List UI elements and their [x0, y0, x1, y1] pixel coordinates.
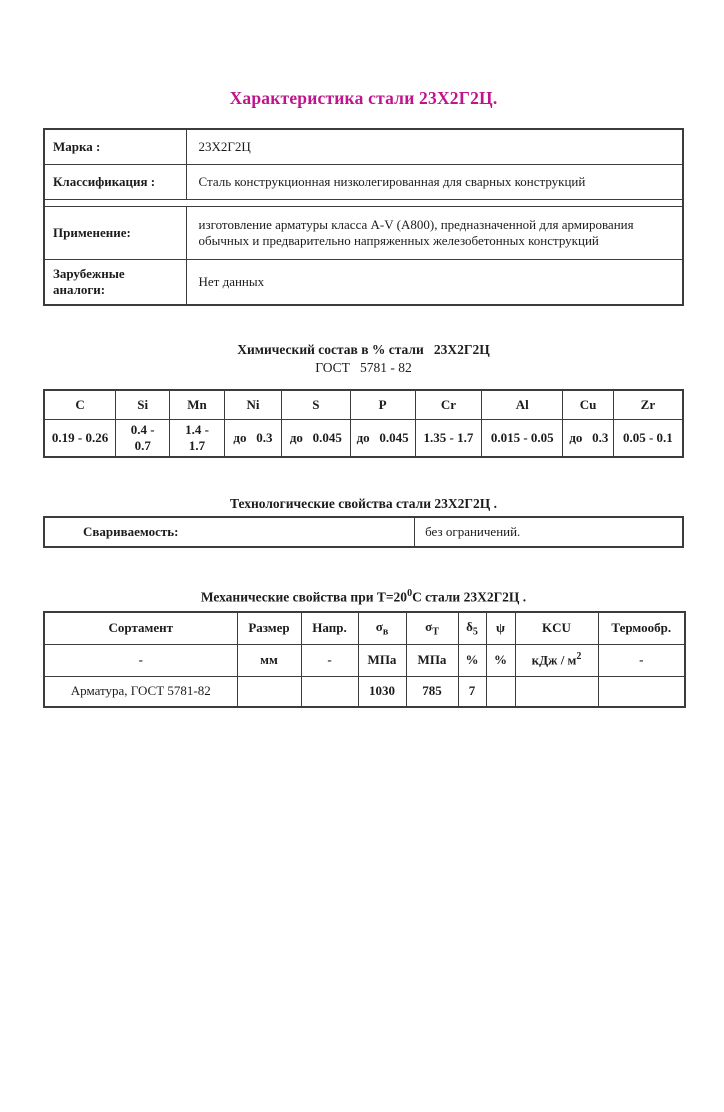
- mech-unit: МПа: [358, 644, 406, 676]
- mech-unit: МПа: [406, 644, 458, 676]
- technological-properties-table: [43, 516, 684, 548]
- mech-cell-napr: [301, 676, 358, 707]
- chem-element: P: [350, 390, 415, 420]
- mech-cell-delta-5: 7: [458, 676, 486, 707]
- mech-header-delta-5: $\delta_5$: [458, 612, 486, 645]
- info-label: Зарубежные аналоги:: [44, 260, 186, 306]
- chem-value: 0.4 - 0.7: [116, 420, 170, 458]
- mech-unit: мм: [237, 644, 301, 676]
- mech-heading-text: Механические свойства при Т=20: [200, 589, 408, 605]
- mech-heading-sup: 0: [407, 588, 413, 599]
- mech-cell-sigma-t: 785: [406, 676, 458, 707]
- chem-value: 0.19 - 0.26: [44, 420, 116, 458]
- tech-label: Свариваемость:: [44, 517, 415, 547]
- chem-element: Al: [482, 390, 563, 420]
- mech-cell-kcu: [515, 676, 598, 707]
- tech-section-heading: Технологические свойства стали 23Х2Г2Ц .: [230, 496, 497, 511]
- mech-unit: -: [598, 644, 685, 676]
- mech-data-row: [44, 676, 685, 707]
- mechanical-properties-table: [43, 611, 686, 708]
- mech-cell-termoobr: [598, 676, 685, 707]
- info-row-classification: [44, 165, 683, 200]
- info-value: изготовление арматуры класса А-V (А800), предназначенной для армирования обычных и предварительно напряженных железобетонных конструкций: [186, 207, 683, 260]
- chemical-section-heading: Химический состав в % стали 23Х2Г2Ц: [237, 342, 490, 357]
- mech-units-row: [44, 644, 685, 676]
- chem-value: до 0.3: [224, 420, 282, 458]
- mech-heading-text: С стали 23Х2Г2Ц .: [412, 589, 527, 605]
- mech-cell-psi: [486, 676, 515, 707]
- mech-unit: %: [458, 644, 486, 676]
- info-value: Сталь конструкционная низколегированная для сварных конструкций: [186, 165, 683, 200]
- info-row-mark: [44, 129, 683, 165]
- chem-value: 1.35 - 1.7: [415, 420, 481, 458]
- mech-cell-sigma-v: 1030: [358, 676, 406, 707]
- chem-value: до 0.045: [282, 420, 350, 458]
- mech-unit: %: [486, 644, 515, 676]
- tech-value: без ограничений.: [415, 517, 683, 547]
- info-row-foreign-analogs: [44, 260, 683, 306]
- chemical-gost-subheading: ГОСТ 5781 - 82: [315, 360, 412, 375]
- chem-value: 0.05 - 0.1: [613, 420, 683, 458]
- chem-element: Cu: [563, 390, 613, 420]
- mech-header-psi: ψ: [486, 612, 515, 645]
- mech-cell-size: [237, 676, 301, 707]
- mech-header-napr: Напр.: [301, 612, 358, 645]
- info-label: Классификация :: [44, 165, 186, 200]
- chem-element: Si: [116, 390, 170, 420]
- chem-value: 1.4 - 1.7: [170, 420, 224, 458]
- chem-header-row: [44, 390, 683, 420]
- tech-row-weldability: [44, 517, 683, 547]
- info-value: 23Х2Г2Ц: [186, 129, 683, 165]
- info-value: Нет данных: [186, 260, 683, 306]
- chem-element: C: [44, 390, 116, 420]
- mech-header-sigma-v: $\sigma_в$: [358, 612, 406, 645]
- mech-section-heading: [43, 588, 684, 606]
- chemical-composition-table: [43, 389, 684, 458]
- info-label: Марка :: [44, 129, 186, 165]
- chem-element: Cr: [415, 390, 481, 420]
- chem-value: до 0.045: [350, 420, 415, 458]
- chem-element: Zr: [613, 390, 683, 420]
- mech-header-row: [44, 612, 685, 645]
- chem-value: 0.015 - 0.05: [482, 420, 563, 458]
- mech-unit: -: [44, 644, 237, 676]
- info-row-application: [44, 207, 683, 260]
- document-page: [0, 88, 724, 708]
- chem-value: до 0.3: [563, 420, 613, 458]
- chem-values-row: [44, 420, 683, 458]
- spacer-cell: [44, 200, 683, 207]
- page-title: Характеристика стали 23Х2Г2Ц.: [229, 88, 498, 108]
- mech-unit-kcu: кДж / $м^2$: [515, 644, 598, 676]
- mech-header-kcu: KCU: [515, 612, 598, 645]
- mech-unit: -: [301, 644, 358, 676]
- mech-cell-sortament: Арматура, ГОСТ 5781-82: [44, 676, 237, 707]
- chem-element: Ni: [224, 390, 282, 420]
- info-spacer-row: [44, 200, 683, 207]
- chem-element: Mn: [170, 390, 224, 420]
- steel-info-table: [43, 128, 684, 306]
- mech-header-termoobr: Термообр.: [598, 612, 685, 645]
- mech-header-sigma-t: $\sigma_Т$: [406, 612, 458, 645]
- mech-header-sortament: Сортамент: [44, 612, 237, 645]
- info-label: Применение:: [44, 207, 186, 260]
- chem-element: S: [282, 390, 350, 420]
- mech-header-size: Размер: [237, 612, 301, 645]
